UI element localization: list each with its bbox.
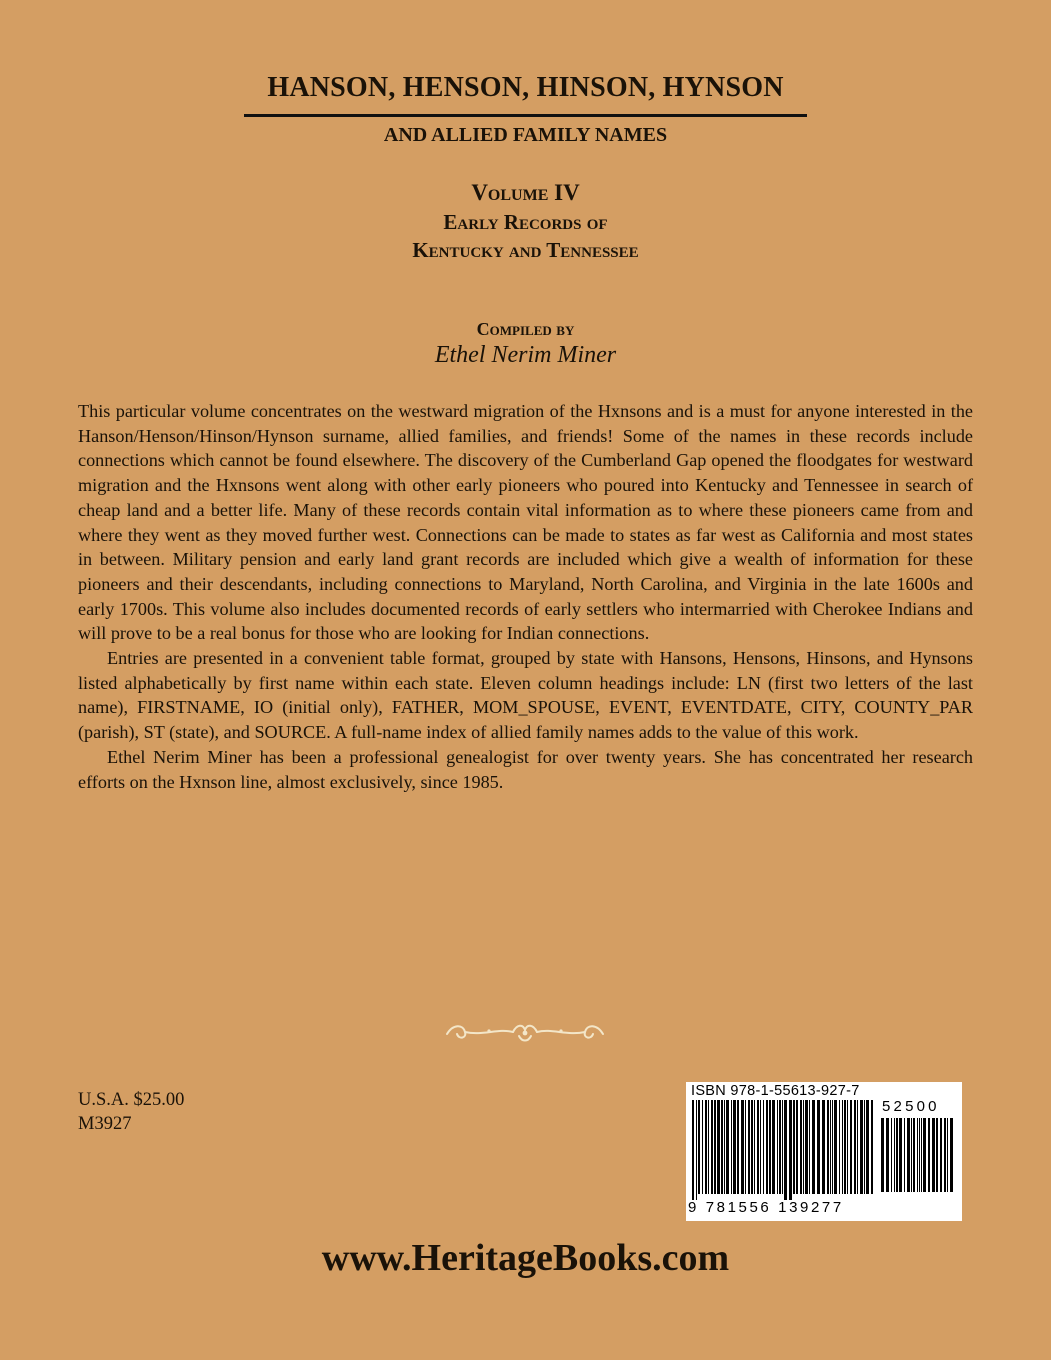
- barcode-bar: [769, 1100, 771, 1194]
- barcode-bar: [777, 1100, 778, 1194]
- author-name: Ethel Nerim Miner: [434, 342, 617, 368]
- barcode-bar: [871, 1100, 873, 1194]
- barcode-bar: [711, 1100, 713, 1194]
- price-block: [78, 1088, 184, 1136]
- barcode-bar: [911, 1118, 912, 1192]
- barcode-bar: [919, 1118, 920, 1192]
- barcode-bar: [731, 1100, 732, 1194]
- barcode-bar: [891, 1118, 892, 1192]
- barcode-bar: [793, 1100, 795, 1194]
- barcode-bar: [708, 1100, 709, 1194]
- description-paragraph-2: Entries are presented in a convenient table format, grouped by state with Hansons, Hensons, Hinsons, and Hynsons listed alphabetically by first name within each state. Eleven column headings include: LN (first two letters of the last name), FIRSTNAME, IO (initial only), FATHER, MOM_SPOUSE, EVENT, EVENTDATE, CITY, COUNTY_PAR (parish), ST (state), and SOURCE. A full-name index of allied family names adds to the value of this work.: [78, 648, 973, 743]
- barcode-bar: [936, 1118, 938, 1192]
- addon-barcode-bars: [879, 1118, 955, 1216]
- barcode-bar: [766, 1100, 768, 1194]
- barcode-bar: [860, 1100, 863, 1194]
- barcode-bar: [894, 1118, 895, 1192]
- barcode-bar: [944, 1118, 946, 1192]
- barcode-bar: [782, 1100, 783, 1194]
- barcode-bar: [737, 1100, 739, 1194]
- barcode: [686, 1082, 962, 1221]
- barcode-bar: [751, 1100, 753, 1194]
- barcode-bar: [733, 1100, 736, 1194]
- barcode-bar: [857, 1100, 858, 1194]
- barcode-bar: [832, 1100, 833, 1194]
- barcode-bar: [702, 1100, 703, 1194]
- barcode-bar: [827, 1100, 829, 1194]
- compiled-by-label: Compiled by: [476, 319, 575, 339]
- barcode-bar: [850, 1100, 852, 1194]
- barcode-bar: [805, 1100, 808, 1194]
- ean-barcode-bars: [690, 1100, 876, 1200]
- barcode-bar: [789, 1100, 792, 1200]
- ean-digits: 9 781556 139277: [688, 1199, 844, 1216]
- barcode-bar: [907, 1118, 910, 1192]
- barcode-bar: [817, 1100, 820, 1194]
- volume-label: Volume IV: [471, 180, 580, 205]
- barcode-bar: [779, 1100, 781, 1194]
- barcode-bar: [866, 1100, 869, 1194]
- barcode-bar: [847, 1100, 848, 1194]
- barcode-bar: [940, 1118, 942, 1192]
- barcode-bar: [796, 1100, 798, 1194]
- barcode-bar: [950, 1118, 953, 1192]
- barcode-bar: [932, 1118, 935, 1192]
- barcode-bar: [881, 1118, 884, 1192]
- barcode-bar: [763, 1100, 764, 1194]
- barcode-bar: [754, 1100, 755, 1194]
- records-line-1: Early Records of: [443, 210, 608, 234]
- barcode-bar: [928, 1118, 930, 1192]
- barcode-bar: [748, 1100, 750, 1194]
- barcode-bar: [800, 1100, 802, 1194]
- barcode-bar: [842, 1100, 843, 1194]
- addon-digits: 52500: [882, 1098, 940, 1115]
- barcode-bar: [844, 1100, 846, 1194]
- publisher-website: www.HeritageBooks.com: [321, 1237, 730, 1279]
- barcode-bar: [854, 1100, 856, 1194]
- isbn-label: ISBN 978-1-55613-927-7: [691, 1083, 860, 1099]
- records-line-2: Kentucky and Tennessee: [412, 238, 639, 262]
- product-code: M3927: [78, 1114, 132, 1134]
- barcode-bar: [745, 1100, 746, 1194]
- barcode-bar: [784, 1100, 787, 1200]
- book-subtitle: AND ALLIED FAMILY NAMES: [383, 124, 668, 146]
- barcode-bar: [705, 1100, 707, 1194]
- barcode-bar: [822, 1100, 825, 1194]
- barcode-bar: [726, 1100, 729, 1194]
- barcode-bar: [724, 1100, 725, 1194]
- barcode-bar: [904, 1118, 905, 1192]
- barcode-bar: [913, 1118, 915, 1192]
- barcode-bar: [809, 1100, 810, 1194]
- description-paragraph-3: Ethel Nerim Miner has been a professional genealogist for over twenty years. She has concentrated her research efforts on the Hxnson line, almost exclusively, since 1985.: [78, 746, 973, 792]
- barcode-bar: [917, 1118, 918, 1192]
- barcode-bar: [696, 1100, 697, 1200]
- barcode-bar: [772, 1100, 775, 1194]
- barcode-bar: [757, 1100, 759, 1194]
- barcode-bar: [886, 1118, 889, 1192]
- barcode-bar: [834, 1100, 837, 1194]
- price: U.S.A. $25.00: [78, 1090, 185, 1110]
- barcode-bar: [899, 1118, 902, 1192]
- barcode-bar: [947, 1118, 948, 1192]
- barcode-bar: [721, 1100, 723, 1194]
- barcode-bar: [921, 1118, 922, 1192]
- barcode-bar: [839, 1100, 840, 1194]
- title-rule: [244, 114, 807, 117]
- barcode-bar: [923, 1118, 926, 1192]
- barcode-bar: [830, 1100, 831, 1194]
- barcode-bar: [714, 1100, 716, 1194]
- description-text: [78, 399, 973, 794]
- barcode-bar: [896, 1118, 898, 1192]
- barcode-bar: [741, 1100, 744, 1194]
- description-paragraph-1: This particular volume concentrates on the westward migration of the Hxnsons and is a must for anyone interested in the Hanson/Henson/Hinson/Hynson surname, allied families, and friends! Some of the names in these records include connections which cannot be found elsewhere. The discovery of the Cumberland Gap opened the floodgates for westward migration and the Hxnsons went along with other early pioneers who poured into Kentucky and Tennessee in search of cheap land and a better life. Many of these records contain vital information as to where these pioneers came from and where they went as they moved further west. Connections can be made to states as far west as California and most states in between. Military pension and early land grant records are included which give a wealth of information for these pioneers and their descendants, including connections to Maryland, North Carolina, and Virginia in the late 1600s and early 1700s. This volume also includes documented records of early settlers who intermarried with Cherokee Indians and will prove to be a real bonus for those who are looking for Indian connections.: [78, 401, 973, 644]
- book-title: HANSON, HENSON, HINSON, HYNSON: [267, 72, 784, 103]
- barcode-bar: [692, 1100, 694, 1200]
- scroll-ornament-icon: [443, 1018, 607, 1046]
- barcode-bar: [698, 1100, 700, 1194]
- barcode-bar: [760, 1100, 761, 1194]
- barcode-bar: [717, 1100, 720, 1194]
- barcode-bar: [812, 1100, 815, 1194]
- barcode-bar: [864, 1100, 865, 1194]
- barcode-bar: [803, 1100, 804, 1194]
